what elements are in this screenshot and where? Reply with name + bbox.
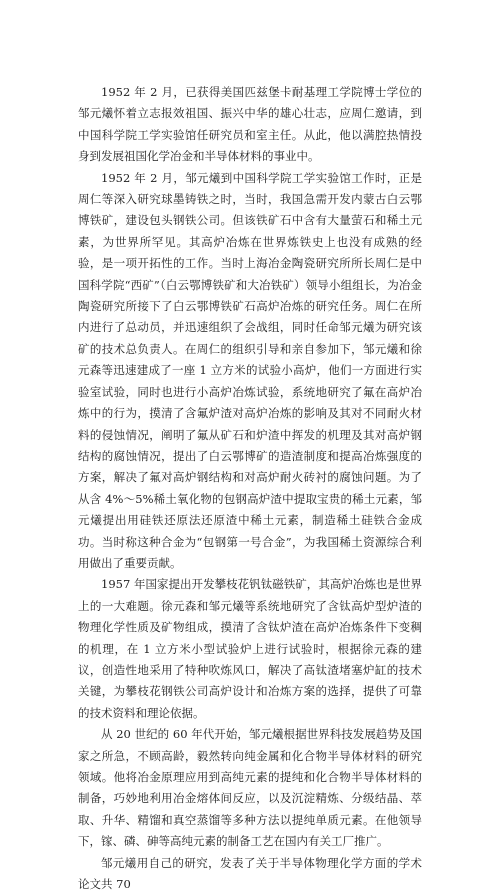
document-page	[78, 82, 422, 895]
paragraph-panzhihua-smelting: 1957 年国家提出开发攀枝花钒钛磁铁矿，其高炉冶炼也是世界上的一大难题。徐元森和邹元爔等系统地研究了含钛高炉型炉渣的物理化学性质及矿物组成，摸清了含钛炉渣在高炉冶炼条件下变稠的机理，在 1 立方米小型试验炉上进行试验时，根据徐元森的建议，创造性地采用了特种吹炼风口，解决了高钛渣堵塞炉缸的技术关键，为攀枝花钢铁公司高炉设计和冶炼方案的选择，提供了可靠的技术资料和理论依据。	[78, 577, 422, 720]
paragraph-semiconductor-research: 从 20 世纪的 60 年代开始，邹元爔根据世界科技发展趋势及国家之所急，不顾高龄，毅然转向纯金属和化合物半导体材料的研究领域。他将冶金原理应用到高纯元素的提纯和化合物半导体材料的制备，巧妙地利用冶金熔体间反应，以及沉淀精炼、分级结晶、萃取、升华、精馏和真空蒸馏等多种方法以提纯单质元素。在他领导下，镓、磷、砷等高纯元素的制备工艺在国内有关工厂推广。	[78, 727, 422, 849]
paragraph-baiyun-ebo-smelting: 1952 年 2 月，邹元爔到中国科学院工学实验馆工作时，正是周仁等深入研究球墨铸铁之时，当时，我国急需开发内蒙古白云鄂博铁矿，建设包头钢铁公司。但该铁矿石中含有大量萤石和稀土元素，为世界所罕见。其高炉冶炼在世界炼铁史上也没有成熟的经验，是一项开拓性的工作。当时上海冶金陶瓷研究所所长周仁是中国科学院“西矿”（白云鄂博铁矿和大冶铁矿）领导小组组长，为冶金陶瓷研究所接下了白云鄂博铁矿石高炉冶炼的研究任务。周仁在所内进行了总动员，并迅速组织了会战组，同时任命邹元爔为研究该矿的技术总负责人。在周仁的组织引导和亲自参加下，邹元爔和徐元森等迅速建成了一座 1 立方米的试验小高炉，他们一方面进行实验室试验，同时也进行小高炉冶炼试验，系统地研究了氟在高炉冶炼中的行为，摸清了含氟炉渣对高炉冶炼的影响及其对不同耐火材料的侵蚀情况，阐明了氟从矿石和炉渣中挥发的机理及其对高炉钢结构的腐蚀情况，提出了白云鄂博矿的造渣制度和提高冶炼强度的方案，解决了氟对高炉钢结构和对高炉耐火砖衬的腐蚀问题。为了从含 4%～5%稀土氧化物的包钢高炉渣中提取宝贵的稀土元素，邹元爔提出用硅铁还原法还原渣中稀土元素，制造稀土硅铁合金成功。当时称这种合金为“包钢第一号合金”，为我国稀土资源综合利用做出了重要贡献。	[78, 170, 422, 570]
paragraph-publications: 邹元爔用自己的研究，发表了关于半导体物理化学方面的学术论文共 70	[78, 855, 422, 892]
paragraph-1952-arrival: 1952 年 2 月，已获得美国匹兹堡卡耐基理工学院博士学位的邹元爔怀着立志报效祖国、振兴中华的雄心壮志，应周仁邀请，到中国科学院工学实验馆任研究员和室主任。从此，他以满腔热情投身到发展祖国化学冶金和半导体材料的事业中。	[78, 85, 422, 164]
